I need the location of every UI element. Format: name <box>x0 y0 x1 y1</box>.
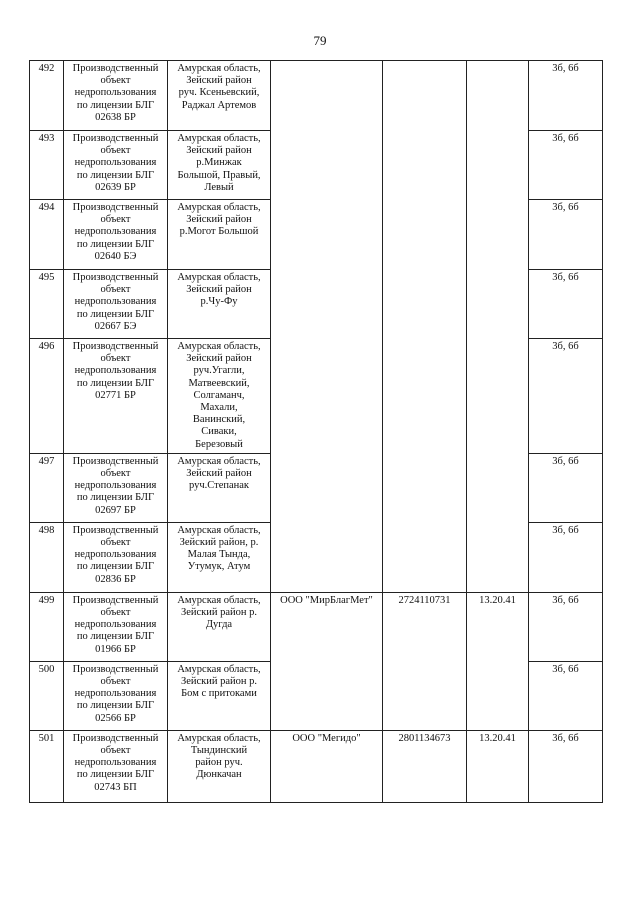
class-code: 3б, 6б <box>529 61 603 131</box>
object-location: Амурская область, Зейский район руч.Угагли, Матвеевский, Солгаманч, Махали, Ванинский, Сиваки, Березовый <box>177 341 261 450</box>
okved-value: 13.20.41 <box>467 730 529 802</box>
object-name: Производственный объект недропользования по лицензии БЛГ 02640 БЭ <box>72 202 159 262</box>
row-number: 494 <box>30 200 64 270</box>
row-number: 496 <box>30 339 64 454</box>
okved-value: 13.20.41 <box>467 592 529 730</box>
row-number: 501 <box>30 730 64 802</box>
object-name: Производственный объект недропользования по лицензии БЛГ 02639 БР <box>72 133 159 193</box>
inn-cell-empty <box>383 61 467 593</box>
organization-name: ООО "МирБлагМет" <box>271 592 383 730</box>
table-row <box>30 61 603 131</box>
row-number: 499 <box>30 592 64 661</box>
object-name: Производственный объект недропользования по лицензии БЛГ 02771 БР <box>72 341 159 401</box>
object-location: Амурская область, Зейский район р. Бом с притоками <box>177 663 261 700</box>
object-location: Амурская область, Зейский район р.Минжак Большой, Правый, Левый <box>177 133 261 193</box>
class-code: 3б, 6б <box>529 592 603 661</box>
object-location: Амурская область, Зейский район р. Дугда <box>177 594 261 631</box>
row-number: 492 <box>30 61 64 131</box>
row-number: 500 <box>30 661 64 730</box>
inn-value: 2801134673 <box>383 730 467 802</box>
class-code: 3б, 6б <box>529 200 603 270</box>
row-number: 497 <box>30 453 64 522</box>
class-code: 3б, 6б <box>529 730 603 802</box>
object-name: Производственный объект недропользования по лицензии БЛГ 01966 БР <box>72 594 159 655</box>
class-code: 3б, 6б <box>529 661 603 730</box>
object-location: Амурская область, Зейский район, р. Малая Тында, Утумук, Атум <box>177 524 261 573</box>
class-code: 3б, 6б <box>529 270 603 339</box>
class-code: 3б, 6б <box>529 131 603 200</box>
organization-name: ООО "Мегидо" <box>271 730 383 802</box>
object-location: Амурская область, Зейский район руч. Ксеньевский, Раджал Артемов <box>177 63 261 111</box>
inn-value: 2724110731 <box>383 592 467 730</box>
page-number: 79 <box>313 33 327 48</box>
object-location: Амурская область, Зейский район р.Чу-Фу <box>177 272 261 308</box>
object-name: Производственный объект недропользования по лицензии БЛГ 02566 БР <box>72 663 159 724</box>
class-code: 3б, 6б <box>529 522 603 592</box>
object-location: Амурская область, Зейский район р.Могот Большой <box>177 202 261 238</box>
table-row <box>30 730 603 802</box>
organization-cell-empty <box>271 61 383 593</box>
object-name: Производственный объект недропользования по лицензии БЛГ 02667 БЭ <box>72 272 159 332</box>
row-number: 498 <box>30 522 64 592</box>
object-location: Амурская область, Тындинский район руч. Дюнкачан <box>177 732 261 781</box>
object-location: Амурская область, Зейский район руч.Степанак <box>177 455 261 492</box>
row-number: 495 <box>30 270 64 339</box>
row-number: 493 <box>30 131 64 200</box>
okved-cell-empty <box>467 61 529 593</box>
table-row <box>30 592 603 661</box>
object-name: Производственный объект недропользования по лицензии БЛГ 02743 БП <box>72 732 159 793</box>
class-code: 3б, 6б <box>529 453 603 522</box>
class-code: 3б, 6б <box>529 339 603 454</box>
object-name: Производственный объект недропользования по лицензии БЛГ 02638 БР <box>72 63 159 123</box>
object-name: Производственный объект недропользования по лицензии БЛГ 02836 БР <box>72 524 159 585</box>
object-name: Производственный объект недропользования по лицензии БЛГ 02697 БР <box>72 455 159 516</box>
registry-table <box>29 60 603 803</box>
